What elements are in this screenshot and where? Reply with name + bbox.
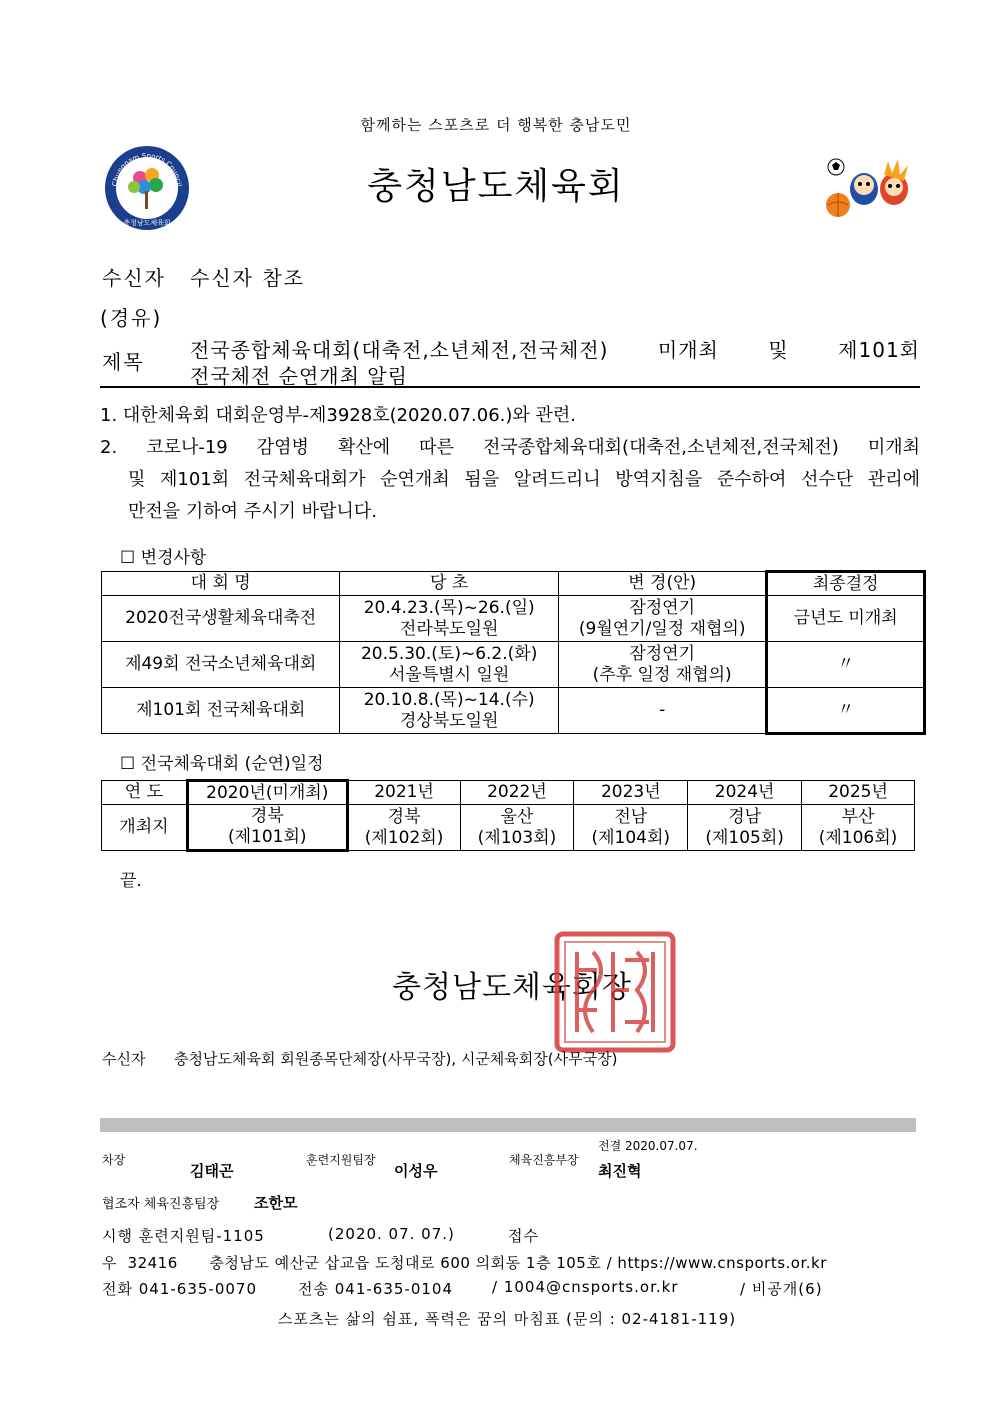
year-cell: 2021년 xyxy=(347,781,460,805)
original-schedule xyxy=(340,596,559,642)
header-final: 최종결정 xyxy=(767,572,925,596)
body-item-2-line-2: 및 제101회 전국체육대회가 순연개최 됨을 알려드리니 방역지침을 준수하여 선수단 관리에 xyxy=(128,469,920,490)
event-name: 제49회 전국소년체육대회 xyxy=(102,642,340,688)
original-date: 20.4.23.(목)~26.(일) xyxy=(363,597,535,618)
approver-name-3: 최진혁 xyxy=(598,1162,642,1180)
header-original: 당 초 xyxy=(340,572,559,596)
year-cell: 2025년 xyxy=(802,781,915,805)
execution-number: 시행 훈련지원팀-1105 xyxy=(102,1227,265,1245)
host-region: 경북 xyxy=(387,806,421,827)
year-row xyxy=(102,781,915,805)
host-cell xyxy=(347,805,460,851)
cooperator-label: 협조자 체육진흥팀장 xyxy=(102,1197,220,1212)
host-region: 경북 xyxy=(250,806,284,826)
approver-role-3: 체육진흥부장 xyxy=(509,1153,579,1167)
host-cell xyxy=(802,805,915,851)
changes-header-row xyxy=(102,572,925,596)
recipient-value: 수신자 참조 xyxy=(190,266,305,290)
year-cell: 2023년 xyxy=(574,781,688,805)
year-cell: 2020년(미개최) xyxy=(187,781,347,805)
final-decision: 금년도 미개최 xyxy=(767,596,925,642)
changes-table xyxy=(101,570,926,735)
subject-label: 제목 xyxy=(102,350,145,374)
via-label: (경유) xyxy=(100,306,163,330)
table-row xyxy=(102,688,925,734)
receipt-label: 접수 xyxy=(508,1227,539,1245)
table-row xyxy=(102,642,925,688)
original-venue: 전라북도일원 xyxy=(399,618,499,639)
footer-slogan: 스포츠는 삶의 쉼표, 폭력은 꿈의 마침표 (문의 : 02-4181-119) xyxy=(277,1310,737,1328)
change-plan xyxy=(558,642,766,688)
mascot-illustration xyxy=(822,155,918,221)
change-status: 잠정연기 xyxy=(629,597,696,618)
host-edition: (제106회) xyxy=(818,827,898,848)
year-label: 연 도 xyxy=(102,781,188,805)
body-item-2-line-3: 만전을 기하여 주시기 바랍니다. xyxy=(128,501,377,522)
change-note: (추후 일정 재협의) xyxy=(592,664,732,685)
host-label: 개최지 xyxy=(102,805,188,851)
original-schedule xyxy=(340,688,559,734)
host-edition: (제103회) xyxy=(477,827,557,848)
slogan: 함께하는 스포츠로 더 행복한 충남도민 xyxy=(360,116,632,134)
original-date: 20.5.30.(토)~6.2.(화) xyxy=(360,643,538,664)
final-decision: 〃 xyxy=(767,688,925,734)
host-region: 전남 xyxy=(614,806,648,827)
approver-name-1: 김태곤 xyxy=(190,1162,234,1180)
official-seal xyxy=(553,930,677,1054)
body-item-2-line-1: 2. 코로나-19 감염병 확산에 따른 전국종합체육대회(대축전,소년체전,전국체전) 미개최 xyxy=(100,437,920,458)
original-venue: 경상북도일원 xyxy=(399,710,499,731)
schedule-table xyxy=(101,779,915,852)
header-event: 대 회 명 xyxy=(102,572,340,596)
host-cell xyxy=(574,805,688,851)
execution-date: (2020. 07. 07.) xyxy=(328,1225,455,1243)
cooperator-name: 조한모 xyxy=(254,1194,298,1212)
year-cell: 2024년 xyxy=(688,781,802,805)
approver-name-2: 이성우 xyxy=(394,1162,438,1180)
change-status: 잠정연기 xyxy=(629,643,696,664)
original-date: 20.10.8.(목)~14.(수) xyxy=(363,689,535,710)
body-item-1: 1. 대한체육회 대회운영부-제3928호(2020.07.06.)와 관련. xyxy=(100,405,577,426)
changes-heading: ☐ 변경사항 xyxy=(120,548,207,568)
host-region: 경남 xyxy=(728,806,762,827)
host-cell xyxy=(688,805,802,851)
end-mark: 끝. xyxy=(120,871,142,891)
email[interactable]: / 1004@cnsports.or.kr xyxy=(492,1278,679,1296)
host-row xyxy=(102,805,915,851)
host-edition: (제102회) xyxy=(364,827,444,848)
event-name: 제101회 전국체육대회 xyxy=(102,688,340,734)
fax: 전송 041-635-0104 xyxy=(298,1280,454,1298)
subject-line-2: 전국체전 순연개최 알림 xyxy=(190,364,408,388)
event-name: 2020전국생활체육대축전 xyxy=(102,596,340,642)
host-region: 부산 xyxy=(841,806,875,827)
approver-role-2: 훈련지원팀장 xyxy=(306,1153,376,1167)
host-cell xyxy=(460,805,574,851)
host-region: 울산 xyxy=(500,806,534,827)
recipients-value: 충청남도체육회 회원종목단체장(사무국장), 시군체육회장(사무국장) xyxy=(174,1050,618,1068)
host-edition: (제104회) xyxy=(591,827,671,848)
schedule-heading: ☐ 전국체육대회 (순연)일정 xyxy=(120,754,324,774)
original-schedule xyxy=(340,642,559,688)
recipient-label: 수신자 xyxy=(102,266,166,290)
host-edition: (제105회) xyxy=(705,827,784,848)
table-row xyxy=(102,596,925,642)
logo-text-top: Chungnam Sports Council xyxy=(110,151,183,187)
final-approval-label: 전결 2020.07.07. xyxy=(598,1139,698,1153)
approver-role-1: 차장 xyxy=(102,1153,126,1167)
org-title: 충청남도체육회 xyxy=(367,166,625,207)
header-change: 변 경(안) xyxy=(558,572,766,596)
year-cell: 2022년 xyxy=(460,781,574,805)
final-decision: 〃 xyxy=(767,642,925,688)
logo-text-bottom: 충청남도체육회 xyxy=(123,219,171,227)
signature-title: 충청남도체육회장 xyxy=(392,970,632,1005)
subject-line-1: 전국종합체육대회(대축전,소년체전,전국체전) 미개최 및 제101회 xyxy=(190,338,920,362)
phone: 전화 041-635-0070 xyxy=(102,1280,258,1298)
divider-bar xyxy=(100,1118,916,1132)
host-cell xyxy=(187,805,347,851)
header-divider xyxy=(100,386,920,388)
disclosure: / 비공개(6) xyxy=(740,1280,823,1298)
original-venue: 서울특별시 일원 xyxy=(388,664,510,685)
recipients-label: 수신자 xyxy=(102,1050,146,1068)
change-plan: - xyxy=(558,688,766,734)
change-note: (9월연기/일정 재협의) xyxy=(578,618,746,639)
change-plan xyxy=(558,596,766,642)
host-edition: (제101회) xyxy=(227,827,307,847)
address-line: 우 32416 충청남도 예산군 삽교읍 도청대로 600 의회동 1층 105호 / https://www.cnsports.or.kr xyxy=(102,1254,827,1272)
